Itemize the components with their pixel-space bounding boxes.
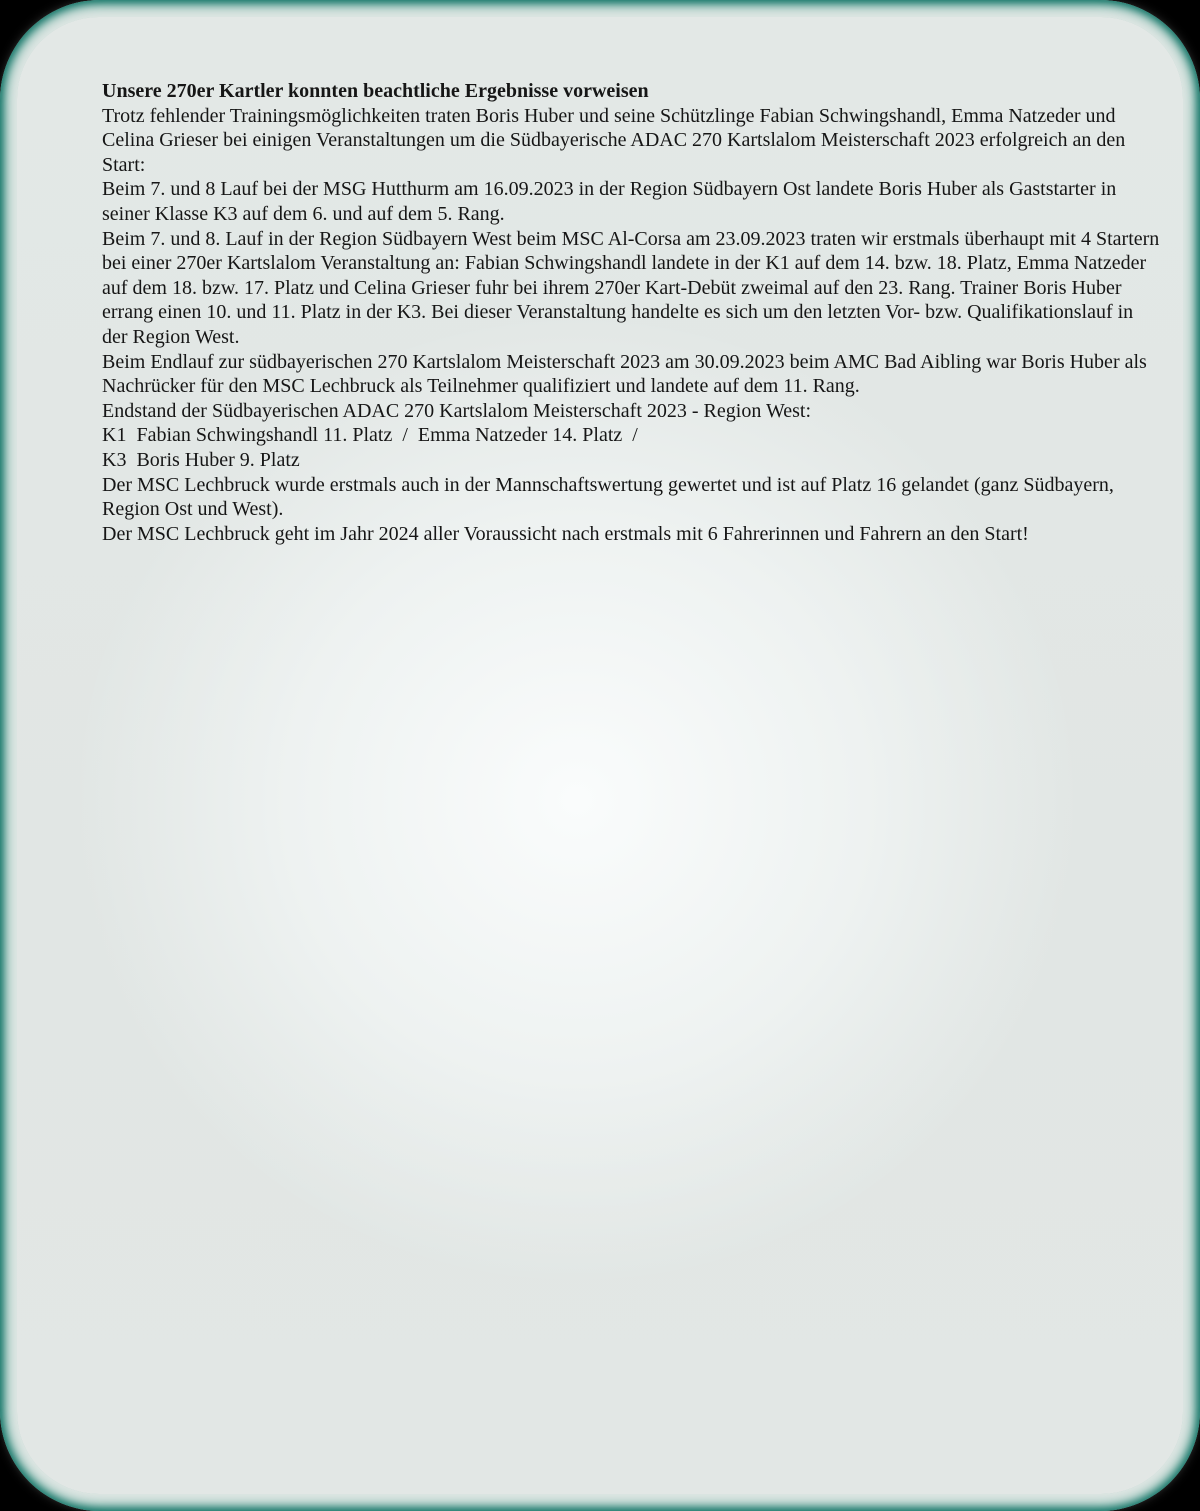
content-surface	[17, 17, 1183, 1494]
article-paragraph: Beim 7. und 8. Lauf in der Region Südbayern West beim MSC Al-Corsa am 23.09.2023 traten wir erstmals überhaupt mit 4 Startern bei einer 270er Kartslalom Veranstaltung an: Fabian Schwingshandl landete in der K1 auf dem 14. bzw. 18. Platz, Emma Natzeder auf dem 18. bzw. 17. Platz und Celina Grieser fuhr bei ihrem 270er Kart-Debüt zweimal auf den 23. Rang. Trainer Boris Huber errang einen 10. und 11. Platz in der K3. Bei dieser Veranstaltung handelte es sich um den letzten Vor- bzw. Qualifikationslauf in der Region West.	[102, 227, 1165, 348]
article-paragraph-results-k3: K3 Boris Huber 9. Platz	[102, 448, 300, 471]
article-paragraph: Trotz fehlender Trainingsmöglichkeiten traten Boris Huber und seine Schützlinge Fabian Schwingshandl, Emma Natzeder und Celina Grieser bei einigen Veranstaltungen um die Südbayerische ADAC 270 Kartslalom Meisterschaft 2023 erfolgreich an den Start:	[102, 104, 1131, 176]
article-paragraph-results-k1: K1 Fabian Schwingshandl 11. Platz / Emma Natzeder 14. Platz /	[102, 424, 638, 447]
article-paragraph: Der MSC Lechbruck wurde erstmals auch in der Mannschaftswertung gewertet und ist auf Platz 16 gelandet (ganz Südbayern, Region Ost und West).	[102, 473, 1119, 521]
article-paragraph: Endstand der Südbayerischen ADAC 270 Kartslalom Meisterschaft 2023 - Region West:	[102, 399, 812, 422]
news-article	[102, 79, 1165, 546]
article-paragraph: Der MSC Lechbruck geht im Jahr 2024 aller Voraussicht nach erstmals mit 6 Fahrerinnen und Fahrern an den Start!	[102, 522, 1029, 545]
article-paragraph: Beim Endlauf zur südbayerischen 270 Kartslalom Meisterschaft 2023 am 30.09.2023 beim AMC Bad Aibling war Boris Huber als Nachrücker für den MSC Lechbruck als Teilnehmer qualifiziert und landete auf dem 11. Rang.	[102, 350, 1152, 398]
article-title: Unsere 270er Kartler konnten beachtliche Ergebnisse vorweisen	[102, 80, 649, 102]
article-paragraph: Beim 7. und 8 Lauf bei der MSG Hutthurm am 16.09.2023 in der Region Südbayern Ost landete Boris Huber als Gaststarter in seiner Klasse K3 auf dem 6. und auf dem 5. Rang.	[102, 178, 1122, 225]
